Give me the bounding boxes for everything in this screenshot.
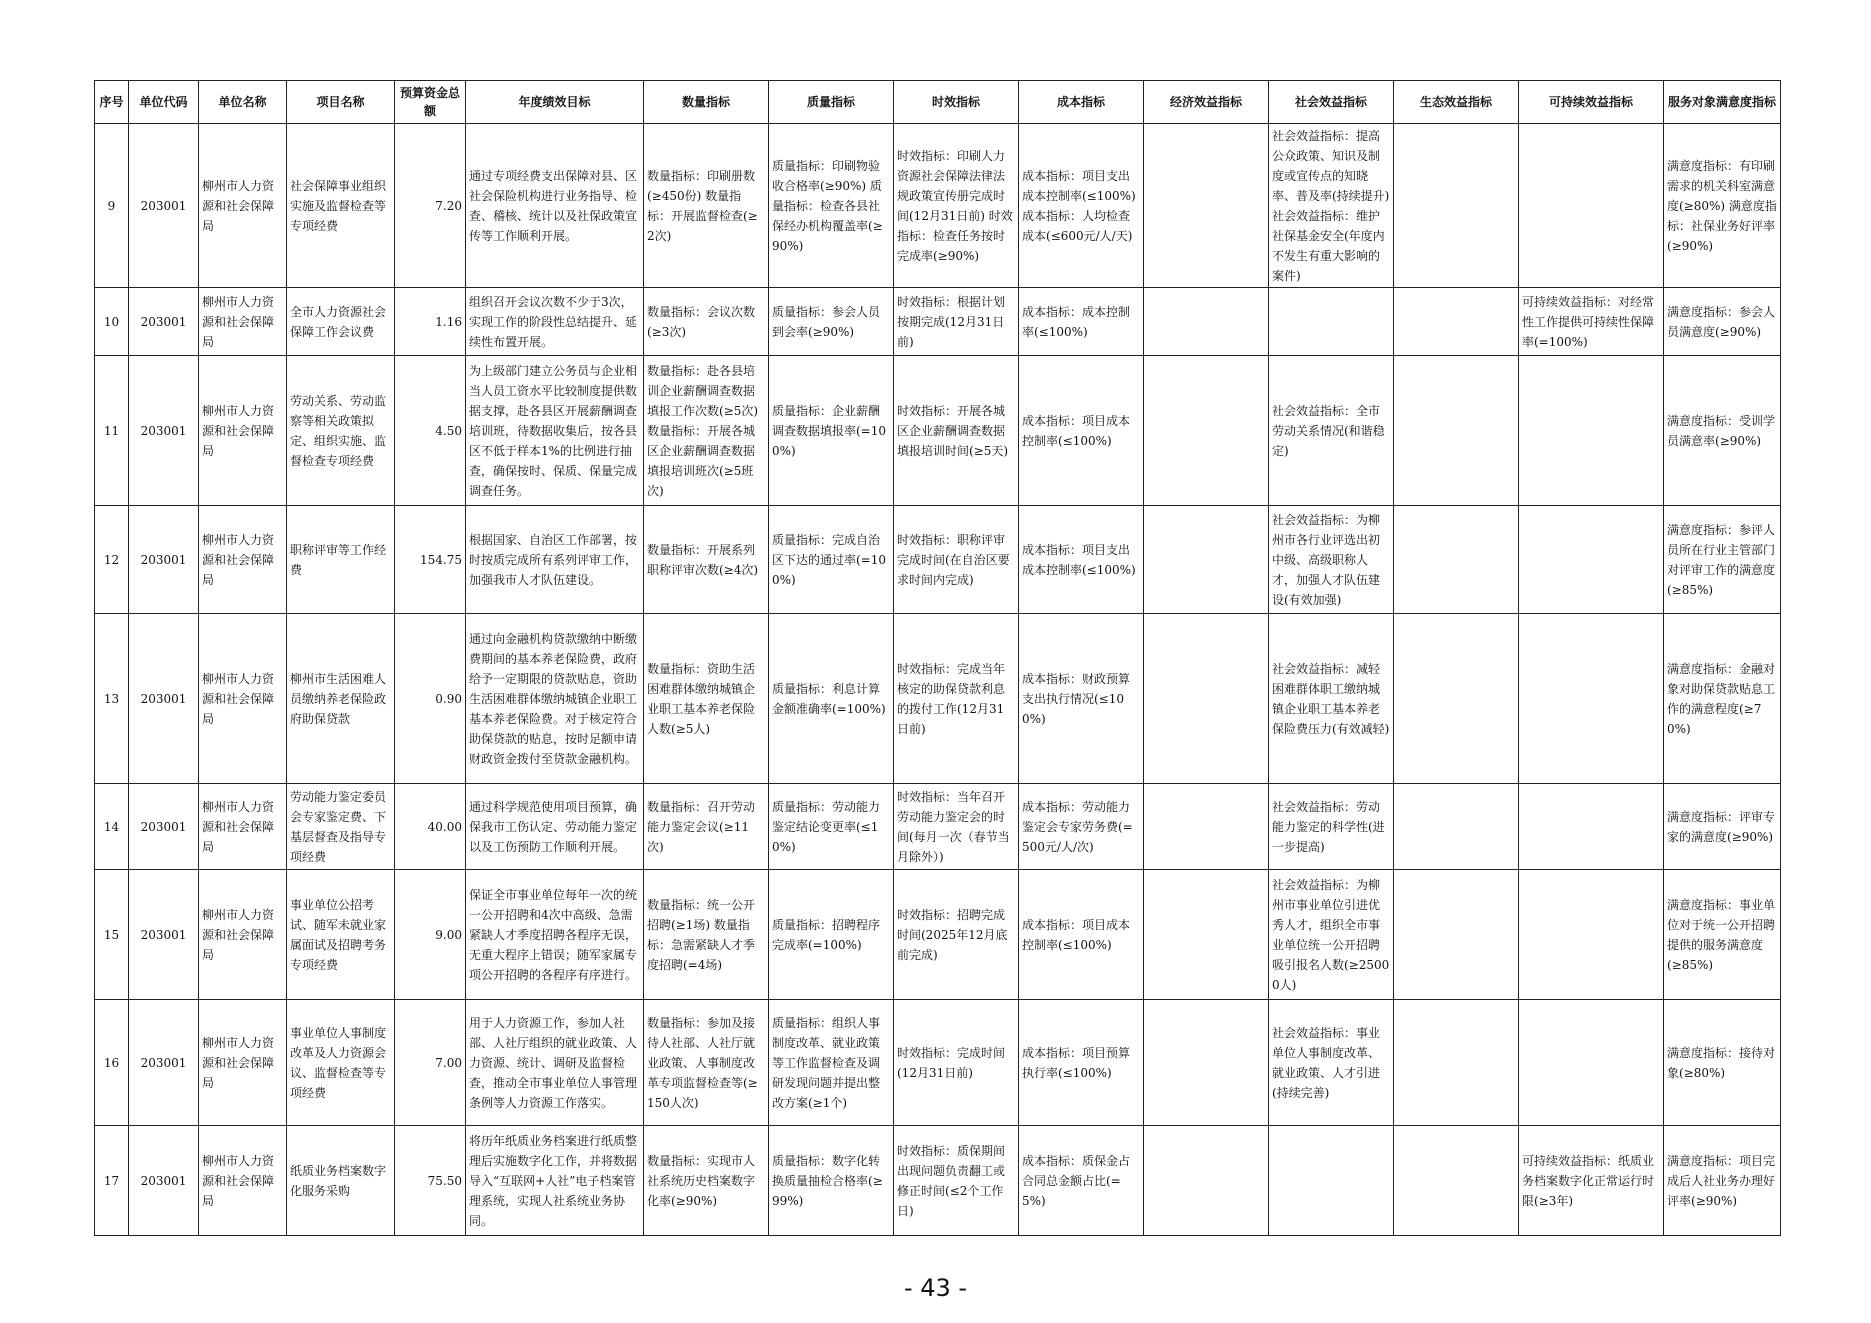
annual-goal-cell: 保证全市事业单位每年一次的统一公开招聘和4次中高级、急需紧缺人才季度招聘各程序无误，无重大程序上错误；随军家属专项公开招聘的各程序有序进行。 xyxy=(466,870,644,1000)
social-benefit-cell: 社会效益指标：为柳州市各行业评选出初中级、高级职称人才，加强人才队伍建设(有效加强) xyxy=(1269,506,1394,614)
quantity-indicator-cell: 数量指标：开展系列职称评审次数(≥4次) xyxy=(644,506,769,614)
sustainable-benefit-cell: 可持续效益指标：对经常性工作提供可持续性保障率(=100%) xyxy=(1519,288,1664,356)
cost-indicator-cell: 成本指标：劳动能力鉴定会专家劳务费(=500元/人/次) xyxy=(1019,784,1144,870)
unit-code-cell: 203001 xyxy=(129,614,199,784)
header-cell: 可持续效益指标 xyxy=(1519,81,1664,124)
quality-indicator-cell: 质量指标：招聘程序完成率(=100%) xyxy=(769,870,894,1000)
quality-indicator-cell: 质量指标：参会人员到会率(≥90%) xyxy=(769,288,894,356)
sustainable-benefit-cell: 可持续效益指标：纸质业务档案数字化正常运行时限(≥3年) xyxy=(1519,1126,1664,1236)
budget-amount-cell: 0.90 xyxy=(395,614,466,784)
annual-goal-cell: 通过向金融机构贷款缴纳中断缴费期间的基本养老保险费，政府给予一定期限的贷款贴息，资助生活困难群体缴纳城镇企业职工基本养老保险费。对于核定符合助保贷款的贴息，按时足额申请财政资金拨付至贷款金融机构。 xyxy=(466,614,644,784)
cost-indicator-cell: 成本指标：财政预算支出执行情况(≤100%) xyxy=(1019,614,1144,784)
cost-indicator-cell: 成本指标：质保金占合同总金额占比(=5%) xyxy=(1019,1126,1144,1236)
unit-name-cell: 柳州市人力资源和社会保障局 xyxy=(199,614,287,784)
unit-name-cell: 柳州市人力资源和社会保障局 xyxy=(199,288,287,356)
table-row xyxy=(95,124,1781,288)
project-name-cell: 全市人力资源社会保障工作会议费 xyxy=(287,288,395,356)
quality-indicator-cell: 质量指标：企业薪酬调查数据填报率(=100%) xyxy=(769,356,894,506)
annual-goal-cell: 组织召开会议次数不少于3次，实现工作的阶段性总结提升、延续性布置开展。 xyxy=(466,288,644,356)
budget-amount-cell: 75.50 xyxy=(395,1126,466,1236)
quality-indicator-cell: 质量指标：组织人事制度改革、就业政策等工作监督检查及调研发现问题并提出整改方案(≥1个) xyxy=(769,1000,894,1126)
row-number-cell: 9 xyxy=(95,124,129,288)
project-name-cell: 劳动能力鉴定委员会专家鉴定费、下基层督查及指导专项经费 xyxy=(287,784,395,870)
satisfaction-indicator-cell: 满意度指标：受训学员满意率(≥90%) xyxy=(1664,356,1781,506)
project-name-cell: 职称评审等工作经费 xyxy=(287,506,395,614)
cost-indicator-cell: 成本指标：成本控制率(≤100%) xyxy=(1019,288,1144,356)
budget-amount-cell: 154.75 xyxy=(395,506,466,614)
economic-benefit-cell xyxy=(1144,124,1269,288)
header-cell: 质量指标 xyxy=(769,81,894,124)
row-number-cell: 17 xyxy=(95,1126,129,1236)
table-row xyxy=(95,784,1781,870)
table-row xyxy=(95,1126,1781,1236)
row-number-cell: 14 xyxy=(95,784,129,870)
row-number-cell: 12 xyxy=(95,506,129,614)
table-row xyxy=(95,288,1781,356)
annual-goal-cell: 用于人力资源工作，参加人社部、人社厅组织的就业政策、人力资源、统计、调研及监督检查，推动全市事业单位人事管理条例等人力资源工作落实。 xyxy=(466,1000,644,1126)
quantity-indicator-cell: 数量指标：赴各县培训企业薪酬调查数据填报工作次数(≥5次) 数量指标：开展各城区企业薪酬调查数据填报培训班次(≥5班次) xyxy=(644,356,769,506)
header-cell: 生态效益指标 xyxy=(1394,81,1519,124)
unit-name-cell: 柳州市人力资源和社会保障局 xyxy=(199,124,287,288)
budget-amount-cell: 7.20 xyxy=(395,124,466,288)
ecological-benefit-cell xyxy=(1394,124,1519,288)
header-cell: 时效指标 xyxy=(894,81,1019,124)
economic-benefit-cell xyxy=(1144,870,1269,1000)
unit-code-cell: 203001 xyxy=(129,1126,199,1236)
row-number-cell: 10 xyxy=(95,288,129,356)
page-number: - 43 - xyxy=(903,1274,968,1302)
quality-indicator-cell: 质量指标：劳动能力鉴定结论变更率(≤10%) xyxy=(769,784,894,870)
table-row xyxy=(95,356,1781,506)
unit-name-cell: 柳州市人力资源和社会保障局 xyxy=(199,1000,287,1126)
annual-goal-cell: 根据国家、自治区工作部署，按时按质完成所有系列评审工作，加强我市人才队伍建设。 xyxy=(466,506,644,614)
sustainable-benefit-cell xyxy=(1519,784,1664,870)
header-cell: 成本指标 xyxy=(1019,81,1144,124)
satisfaction-indicator-cell: 满意度指标：评审专家的满意度(≥90%) xyxy=(1664,784,1781,870)
budget-amount-cell: 4.50 xyxy=(395,356,466,506)
satisfaction-indicator-cell: 满意度指标：项目完成后人社业务办理好评率(≥90%) xyxy=(1664,1126,1781,1236)
timeliness-indicator-cell: 时效指标：完成当年核定的助保贷款利息的拨付工作(12月31日前) xyxy=(894,614,1019,784)
header-cell: 经济效益指标 xyxy=(1144,81,1269,124)
sustainable-benefit-cell xyxy=(1519,1000,1664,1126)
social-benefit-cell: 社会效益指标：为柳州市事业单位引进优秀人才，组织全市事业单位统一公开招聘吸引报名人数(≥25000人) xyxy=(1269,870,1394,1000)
table-row xyxy=(95,1000,1781,1126)
satisfaction-indicator-cell: 满意度指标：事业单位对于统一公开招聘提供的服务满意度(≥85%) xyxy=(1664,870,1781,1000)
row-number-cell: 11 xyxy=(95,356,129,506)
unit-name-cell: 柳州市人力资源和社会保障局 xyxy=(199,506,287,614)
timeliness-indicator-cell: 时效指标：根据计划按期完成(12月31日前) xyxy=(894,288,1019,356)
cost-indicator-cell: 成本指标：项目支出成本控制率(≤100%) 成本指标：人均检查成本(≤600元/人/天) xyxy=(1019,124,1144,288)
project-name-cell: 事业单位人事制度改革及人力资源会议、监督检查等专项经费 xyxy=(287,1000,395,1126)
cost-indicator-cell: 成本指标：项目成本控制率(≤100%) xyxy=(1019,356,1144,506)
unit-code-cell: 203001 xyxy=(129,1000,199,1126)
economic-benefit-cell xyxy=(1144,288,1269,356)
row-number-cell: 13 xyxy=(95,614,129,784)
satisfaction-indicator-cell: 满意度指标：接待对象(≥80%) xyxy=(1664,1000,1781,1126)
unit-name-cell: 柳州市人力资源和社会保障局 xyxy=(199,1126,287,1236)
header-cell: 年度绩效目标 xyxy=(466,81,644,124)
header-row xyxy=(95,81,1781,124)
quality-indicator-cell: 质量指标：完成自治区下达的通过率(=100%) xyxy=(769,506,894,614)
table-row xyxy=(95,506,1781,614)
economic-benefit-cell xyxy=(1144,1000,1269,1126)
row-number-cell: 16 xyxy=(95,1000,129,1126)
cost-indicator-cell: 成本指标：项目成本控制率(≤100%) xyxy=(1019,870,1144,1000)
quantity-indicator-cell: 数量指标：资助生活困难群体缴纳城镇企业职工基本养老保险人数(≥5人) xyxy=(644,614,769,784)
quantity-indicator-cell: 数量指标：会议次数(≥3次) xyxy=(644,288,769,356)
satisfaction-indicator-cell: 满意度指标：金融对象对助保贷款贴息工作的满意程度(≥70%) xyxy=(1664,614,1781,784)
quality-indicator-cell: 质量指标：数字化转换质量抽检合格率(≥99%) xyxy=(769,1126,894,1236)
social-benefit-cell xyxy=(1269,1126,1394,1236)
cost-indicator-cell: 成本指标：项目预算执行率(≤100%) xyxy=(1019,1000,1144,1126)
timeliness-indicator-cell: 时效指标：招聘完成时间(2025年12月底前完成) xyxy=(894,870,1019,1000)
timeliness-indicator-cell: 时效指标：开展各城区企业薪酬调查数据填报培训时间(≥5天) xyxy=(894,356,1019,506)
economic-benefit-cell xyxy=(1144,1126,1269,1236)
unit-name-cell: 柳州市人力资源和社会保障局 xyxy=(199,356,287,506)
unit-code-cell: 203001 xyxy=(129,288,199,356)
quantity-indicator-cell: 数量指标：实现市人社系统历史档案数字化率(≥90%) xyxy=(644,1126,769,1236)
satisfaction-indicator-cell: 满意度指标：参会人员满意度(≥90%) xyxy=(1664,288,1781,356)
budget-amount-cell: 7.00 xyxy=(395,1000,466,1126)
header-cell: 社会效益指标 xyxy=(1269,81,1394,124)
social-benefit-cell: 社会效益指标：事业单位人事制度改革、就业政策、人才引进(持续完善) xyxy=(1269,1000,1394,1126)
timeliness-indicator-cell: 时效指标：质保期间出现问题负责翻工或修正时间(≤2个工作日) xyxy=(894,1126,1019,1236)
quality-indicator-cell: 质量指标：印刷物验收合格率(≥90%) 质量指标：检查各县社保经办机构覆盖率(≥90%) xyxy=(769,124,894,288)
ecological-benefit-cell xyxy=(1394,1000,1519,1126)
table-row xyxy=(95,614,1781,784)
ecological-benefit-cell xyxy=(1394,614,1519,784)
ecological-benefit-cell xyxy=(1394,506,1519,614)
sustainable-benefit-cell xyxy=(1519,506,1664,614)
unit-code-cell: 203001 xyxy=(129,124,199,288)
budget-amount-cell: 1.16 xyxy=(395,288,466,356)
ecological-benefit-cell xyxy=(1394,288,1519,356)
project-name-cell: 事业单位公招考试、随军未就业家属面试及招聘考务专项经费 xyxy=(287,870,395,1000)
header-cell: 服务对象满意度指标 xyxy=(1664,81,1781,124)
economic-benefit-cell xyxy=(1144,356,1269,506)
header-cell: 单位名称 xyxy=(199,81,287,124)
quantity-indicator-cell: 数量指标：统一公开招聘(≥1场) 数量指标：急需紧缺人才季度招聘(=4场) xyxy=(644,870,769,1000)
timeliness-indicator-cell: 时效指标：印刷人力资源社会保障法律法规政策宣传册完成时间(12月31日前) 时效指标：检查任务按时完成率(≥90%) xyxy=(894,124,1019,288)
budget-amount-cell: 9.00 xyxy=(395,870,466,1000)
annual-goal-cell: 通过专项经费支出保障对县、区社会保险机构进行业务指导、检查、稽核、统计以及社保政策宣传等工作顺利开展。 xyxy=(466,124,644,288)
economic-benefit-cell xyxy=(1144,784,1269,870)
ecological-benefit-cell xyxy=(1394,870,1519,1000)
unit-code-cell: 203001 xyxy=(129,870,199,1000)
quantity-indicator-cell: 数量指标：参加及接待人社部、人社厅就业政策、人事制度改革专项监督检查等(≥150人次) xyxy=(644,1000,769,1126)
timeliness-indicator-cell: 时效指标：当年召开劳动能力鉴定会的时间(每月一次（春节当月除外）) xyxy=(894,784,1019,870)
table-row xyxy=(95,870,1781,1000)
table-body xyxy=(95,124,1781,1236)
budget-amount-cell: 40.00 xyxy=(395,784,466,870)
sustainable-benefit-cell xyxy=(1519,614,1664,784)
sustainable-benefit-cell xyxy=(1519,124,1664,288)
social-benefit-cell: 社会效益指标：提高公众政策、知识及制度或宣传点的知晓率、普及率(持续提升) 社会效益指标：维护社保基金安全(年度内不发生有重大影响的案件) xyxy=(1269,124,1394,288)
satisfaction-indicator-cell: 满意度指标：有印刷需求的机关科室满意度(≥80%) 满意度指标：社保业务好评率(≥90%) xyxy=(1664,124,1781,288)
project-name-cell: 社会保障事业组织实施及监督检查等专项经费 xyxy=(287,124,395,288)
ecological-benefit-cell xyxy=(1394,356,1519,506)
performance-target-table xyxy=(94,80,1781,1236)
timeliness-indicator-cell: 时效指标：职称评审完成时间(在自治区要求时间内完成) xyxy=(894,506,1019,614)
economic-benefit-cell xyxy=(1144,506,1269,614)
economic-benefit-cell xyxy=(1144,614,1269,784)
sustainable-benefit-cell xyxy=(1519,356,1664,506)
annual-goal-cell: 通过科学规范使用项目预算，确保我市工伤认定、劳动能力鉴定以及工伤预防工作顺利开展。 xyxy=(466,784,644,870)
header-cell: 序号 xyxy=(95,81,129,124)
unit-code-cell: 203001 xyxy=(129,784,199,870)
social-benefit-cell xyxy=(1269,288,1394,356)
row-number-cell: 15 xyxy=(95,870,129,1000)
ecological-benefit-cell xyxy=(1394,784,1519,870)
header-cell: 预算资金总额 xyxy=(395,81,466,124)
social-benefit-cell: 社会效益指标：全市劳动关系情况(和谐稳定) xyxy=(1269,356,1394,506)
project-name-cell: 劳动关系、劳动监察等相关政策拟定、组织实施、监督检查专项经费 xyxy=(287,356,395,506)
unit-name-cell: 柳州市人力资源和社会保障局 xyxy=(199,870,287,1000)
header-cell: 单位代码 xyxy=(129,81,199,124)
unit-name-cell: 柳州市人力资源和社会保障局 xyxy=(199,784,287,870)
social-benefit-cell: 社会效益指标：劳动能力鉴定的科学性(进一步提高) xyxy=(1269,784,1394,870)
satisfaction-indicator-cell: 满意度指标：参评人员所在行业主管部门对评审工作的满意度(≥85%) xyxy=(1664,506,1781,614)
header-cell: 数量指标 xyxy=(644,81,769,124)
cost-indicator-cell: 成本指标：项目支出成本控制率(≤100%) xyxy=(1019,506,1144,614)
quality-indicator-cell: 质量指标：利息计算金额准确率(=100%) xyxy=(769,614,894,784)
ecological-benefit-cell xyxy=(1394,1126,1519,1236)
project-name-cell: 纸质业务档案数字化服务采购 xyxy=(287,1126,395,1236)
unit-code-cell: 203001 xyxy=(129,356,199,506)
quantity-indicator-cell: 数量指标：印刷册数(≥450份) 数量指标：开展监督检查(≥2次) xyxy=(644,124,769,288)
annual-goal-cell: 为上级部门建立公务员与企业相当人员工资水平比较制度提供数据支撑，赴各县区开展薪酬调查培训班，待数据收集后，按各县区不低于样本1%的比例进行抽查，确保按时、保质、保量完成调查任务。 xyxy=(466,356,644,506)
project-name-cell: 柳州市生活困难人员缴纳养老保险政府助保贷款 xyxy=(287,614,395,784)
annual-goal-cell: 将历年纸质业务档案进行纸质整理后实施数字化工作，并将数据导入“互联网+人社”电子档案管理系统，实现人社系统业务协同。 xyxy=(466,1126,644,1236)
sustainable-benefit-cell xyxy=(1519,870,1664,1000)
header-cell: 项目名称 xyxy=(287,81,395,124)
timeliness-indicator-cell: 时效指标：完成时间(12月31日前) xyxy=(894,1000,1019,1126)
quantity-indicator-cell: 数量指标：召开劳动能力鉴定会议(≥11次) xyxy=(644,784,769,870)
unit-code-cell: 203001 xyxy=(129,506,199,614)
social-benefit-cell: 社会效益指标：减轻困难群体职工缴纳城镇企业职工基本养老保险费压力(有效减轻) xyxy=(1269,614,1394,784)
